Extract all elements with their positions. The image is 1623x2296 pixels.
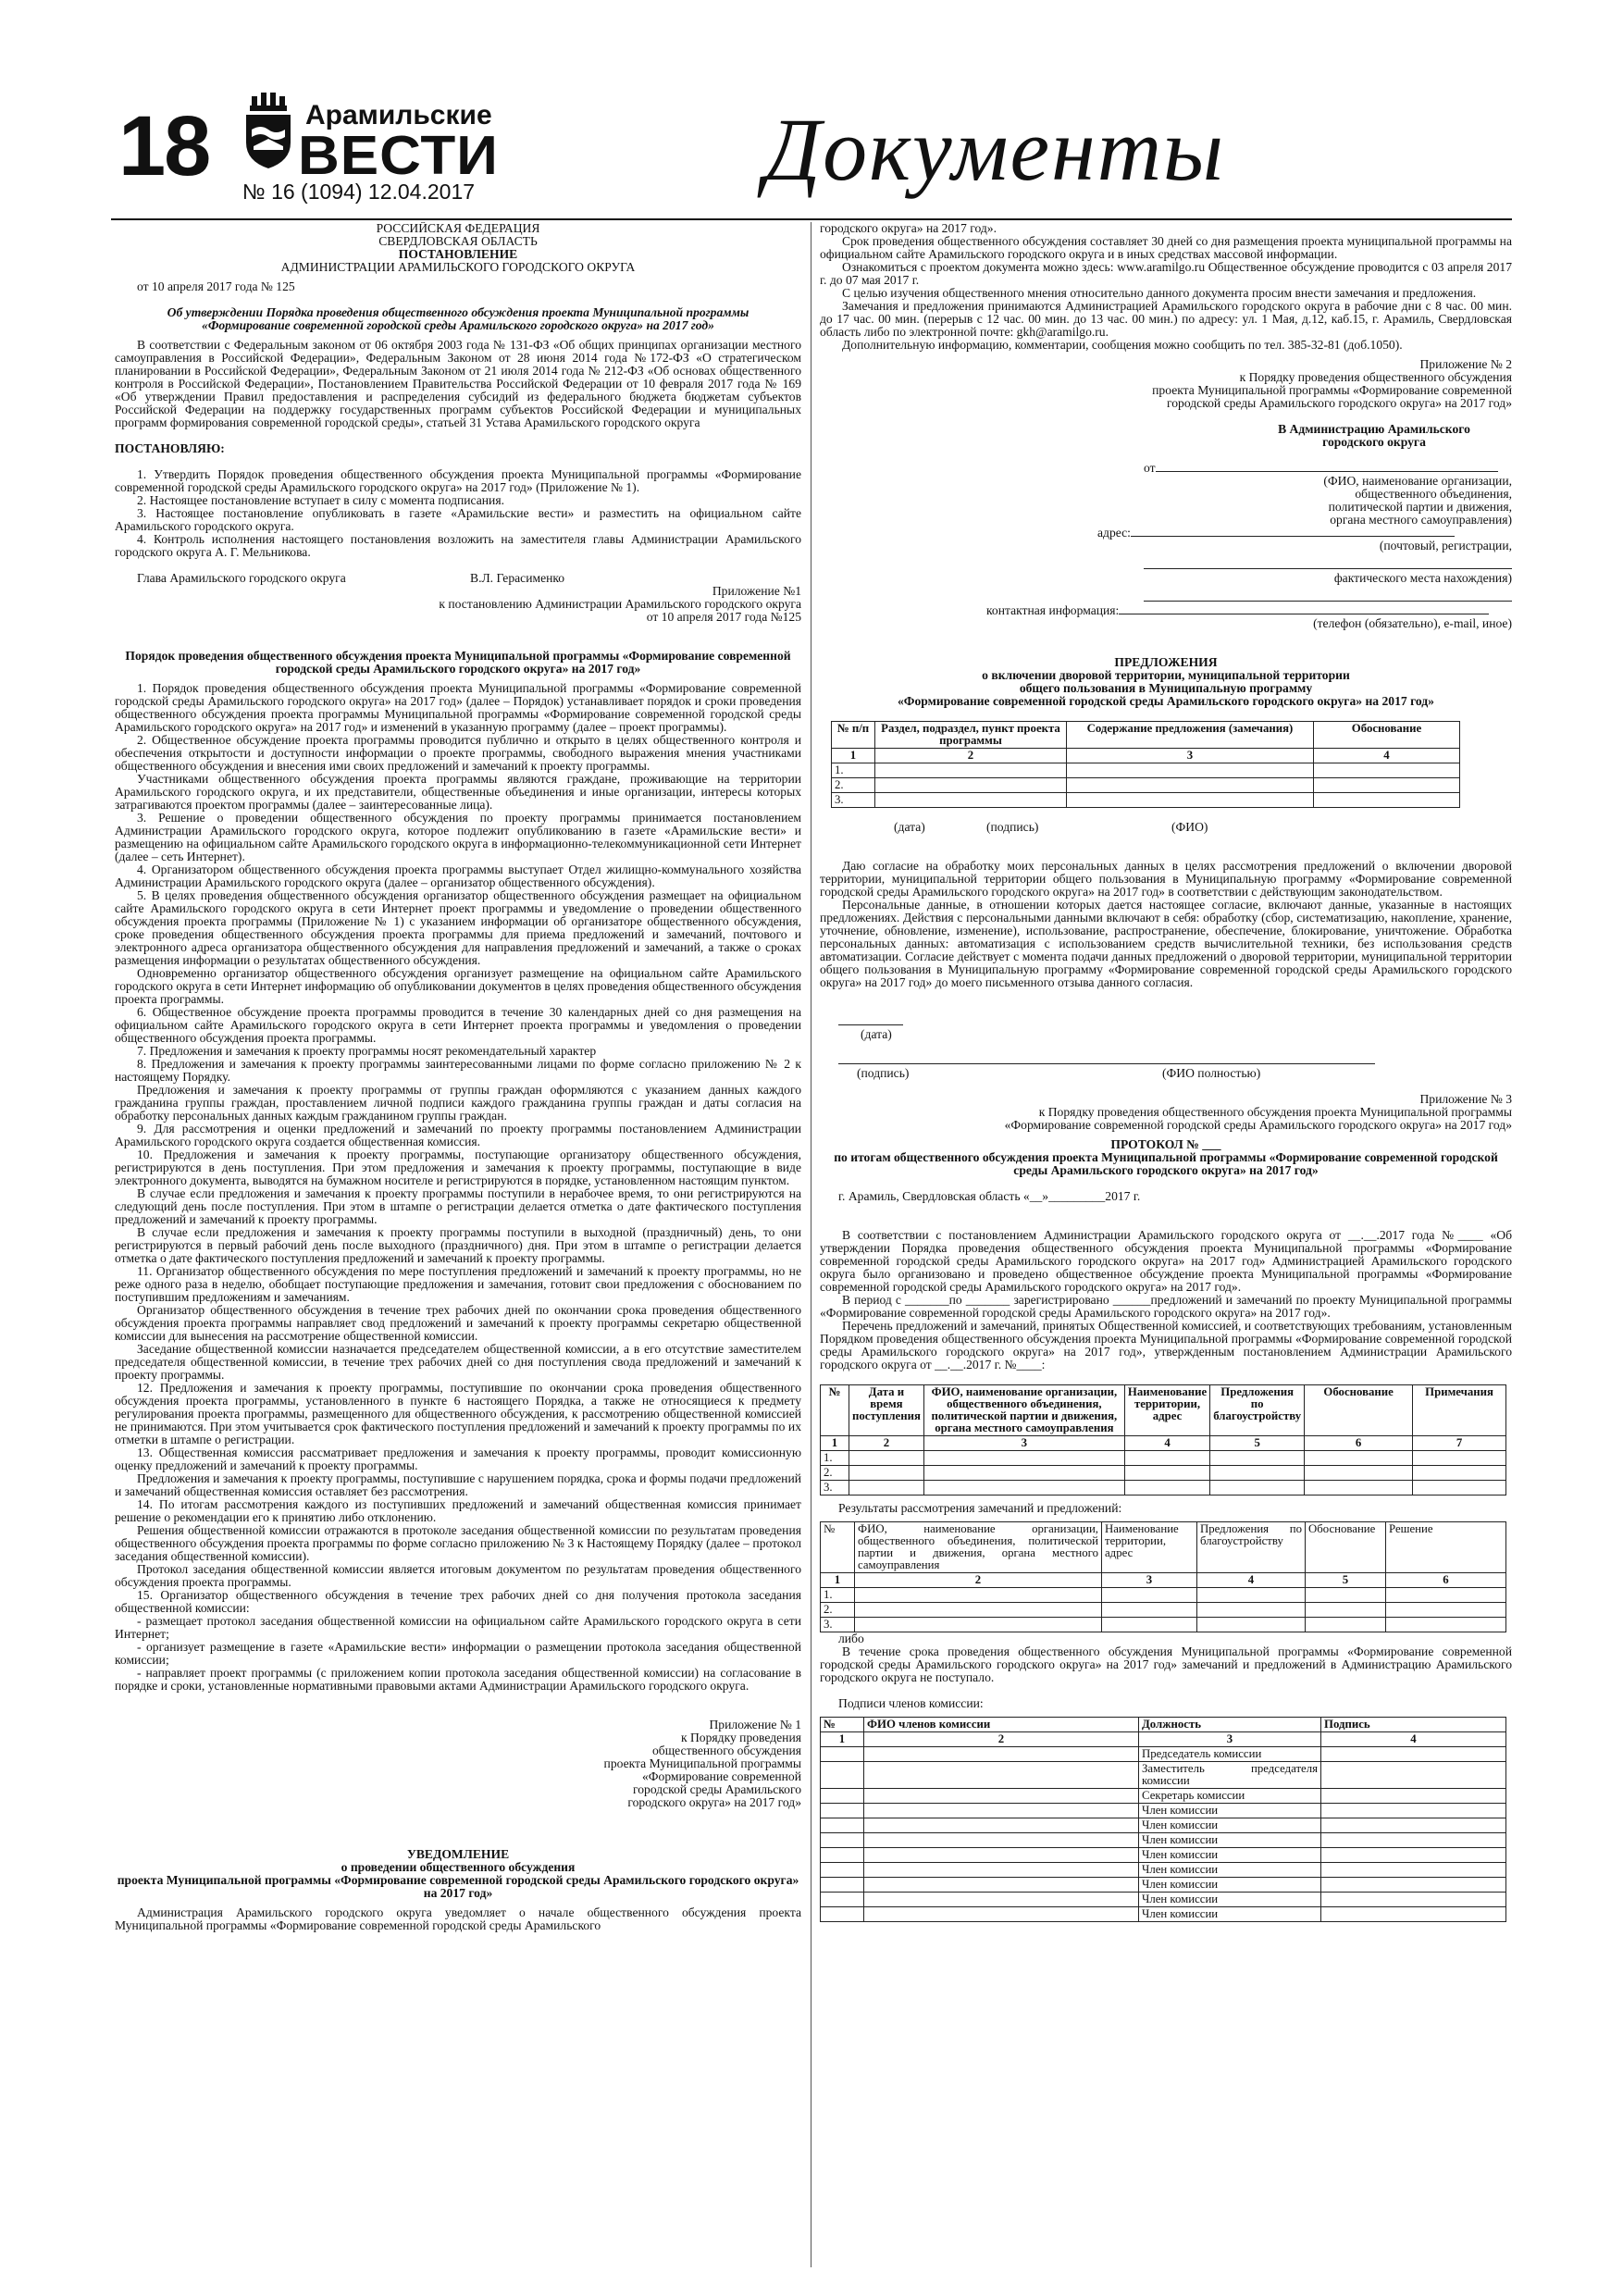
decree-item: 4. Контроль исполнения настоящего постановления возложить на заместителя главы Администрации Арамильского городского округа А. Г. Мельникова. [115, 532, 801, 559]
notice-title-1: УВЕДОМЛЕНИЕ [406, 1847, 510, 1861]
notice-cont: Замечания и предложения принимаются Администрацией Арамильского городского округа в рабочие дни с 8 час. 00 мин. до 17 час. 00 мин. (перерыв с 12 час. 00 мин. до 13 час. 00 мин.) по адресу: ул. 1 Мая, д.12, каб.15, г. Арамиль, Свердловская область либо по электронной почте: gkh@aramilgo.ru. [820, 299, 1512, 339]
th-num: 3 [1139, 1732, 1321, 1747]
form-hint: политической партии и движения, [1328, 500, 1512, 514]
issue-info: № 16 (1094) 12.04.2017 [242, 180, 476, 204]
role-cell: Председатель комиссии [1139, 1747, 1321, 1762]
form-addr-line3 [1144, 601, 1512, 602]
section-title: Документы [764, 100, 1226, 199]
protocol-title: ПРОТОКОЛ № ___ [1110, 1137, 1221, 1151]
proposals-title: о включении дворовой территории, муниципальной территории [982, 668, 1350, 682]
table-row [821, 1603, 1506, 1618]
th: № [821, 1718, 864, 1732]
order-paragraph: Предложения и замечания к проекту программы, поступившие с нарушением порядка, срока и формы подачи предложений и замечаний общественная комиссия оставляет без рассмотрения. [115, 1471, 801, 1498]
th: № п/п [832, 722, 875, 749]
sign2-sig-label: (подпись) [857, 1066, 910, 1080]
form-from-label: от [1144, 461, 1156, 475]
table-row [832, 793, 1460, 808]
th: Предложения по благоустройству [1210, 1385, 1305, 1436]
order-paragraph: 10. Предложения и замечания к проекту программы, поступающие организатору общественного обсуждения, регистрируются в день поступления. При этом предложения и замечания к проекту программы, поступающие в виде электронного документа, выводятся на бумажном носителе и регистрируются в порядке, установленном настоящим пунктом. [115, 1148, 801, 1187]
row-num: 3. [832, 793, 875, 808]
decree-head-2: СВЕРДЛОВСКАЯ ОБЛАСТЬ [378, 234, 538, 248]
order-paragraph: - организует размещение в газете «Арамильские вести» информации о размещении протокола заседания общественной комиссии; [115, 1640, 801, 1667]
th: Содержание предложения (замечания) [1067, 722, 1314, 749]
proposals-title: общего пользования в Муниципальную программу [1019, 681, 1313, 695]
order-paragraph: 6. Общественное обсуждение проекта программы проводится в течение 30 календарных дней со дня размещения на официальном сайте Арамильского городского округа в сети Интернет проекта программы и уведомления о проведении общественного обсуждения проекта программы. [115, 1005, 801, 1045]
order-paragraph: - направляет проект программы (с приложением копии протокола заседания общественной комиссии) на согласование в порядке и сроки, установленные нормативными правовыми актами Администрации Арамильского городского округа. [115, 1666, 801, 1693]
row-num: 2. [832, 778, 875, 793]
role-cell: Член комиссии [1139, 1818, 1321, 1833]
th-num: 6 [1305, 1436, 1413, 1451]
row-num: 1. [821, 1451, 849, 1466]
order-paragraph: В случае если предложения и замечания к проекту программы поступили в выходной (праздничный) день, то они регистрируются в первый рабочий день после выходного (праздничного) дня. При этом в штампе о регистрации делается отметка о дате фактического поступления предложений и замечаний к проекту программы. [115, 1225, 801, 1265]
table-row [821, 1893, 1506, 1907]
notice-title-2: о проведении общественного обсуждения [341, 1860, 576, 1874]
decree-preamble: В соответствии с Федеральным законом от 06 октября 2003 года № 131-ФЗ «Об общих принципах организации местного самоуправления в Российской Федерации», Федеральным Законом от 28 июня 2014 года №172-ФЗ «О стратегическом планировании в Российской Федерации», Федеральным Законом от 21 июля 2014 года № 212-ФЗ «Об основах общественного контроля в Российской Федерации», Постановлением Правительства Российской Федерации от 10 февраля 2017 года № 169 «Об утверждении Правил предоставления и распределения субсидий из федерального бюджета бюджетам субъектов Российской Федерации на поддержку государственных программ субъектов Российской Федерации и муниципальных программ формирования современной городской среды», статьей 31 Устава Арамильского городского округа [115, 338, 801, 429]
th: Обоснование [1314, 722, 1460, 749]
coat-of-arms-icon [242, 93, 294, 170]
form-hint: (почтовый, регистрации, [1379, 539, 1512, 552]
table-row [821, 1618, 1506, 1632]
notice-cont: С целью изучения общественного мнения относительно данного документа просим внести замечания и предложения. [842, 286, 1477, 300]
column-divider [811, 222, 812, 2267]
form-from-line [1156, 471, 1498, 472]
brand-title: ВЕСТИ [298, 125, 499, 187]
proposals-title: «Формирование современной городской среды Арамильского городского округа» на 2017 год» [898, 694, 1434, 708]
th-num: 5 [1210, 1436, 1305, 1451]
order-paragraph: 14. По итогам рассмотрения каждого из поступивших предложений и замечаний общественная комиссия принимает решение о рекомендации его к принятию либо отклонению. [115, 1497, 801, 1524]
commission-signatures-table [820, 1717, 1506, 1922]
th: Предложения по благоустройству [1197, 1522, 1306, 1573]
th: ФИО, наименование организации, общественного объединения, политической партии и движения, органа местного самоуправления [855, 1522, 1102, 1573]
notice-cont: городского округа» на 2017 год». [820, 222, 997, 235]
order-paragraph: 13. Общественная комиссия рассматривает предложения и замечания к проекту программы, проводит комиссионную оценку предложений и замечаний к проекту программы. [115, 1446, 801, 1472]
role-cell: Член комиссии [1139, 1833, 1321, 1848]
table-row [821, 1818, 1506, 1833]
th-num: 4 [1314, 749, 1460, 763]
order-paragraph: Одновременно организатор общественного обсуждения организует размещение на официальном сайте Арамильского городского округа в сети Интернет информацию об опубликовании документов в целях проведения общественного обсуждения проекта программы. [115, 966, 801, 1006]
th-num: 5 [1306, 1573, 1386, 1588]
order-paragraph: 11. Организатор общественного обсуждения по мере поступления предложений и замечаний к проекту программы, но не реже одного раза в неделю, обобщает поступающие предложения и замечания, готовит свои предложения с обоснованием по поступившим предложениям и замечаниям. [115, 1264, 801, 1304]
form-fields [986, 461, 1512, 630]
form-addr-label: адрес: [1097, 526, 1131, 540]
table-row [821, 1466, 1506, 1481]
sign-sig-label: (подпись) [986, 820, 1039, 834]
decree-item: 2. Настоящее постановление вступает в силу с момента подписания. [137, 493, 504, 507]
form-hint: органа местного самоуправления) [1330, 513, 1512, 527]
app1-order-ref: «Формирование современной [642, 1769, 801, 1783]
th: Подпись [1321, 1718, 1506, 1732]
th: Дата и время поступления [849, 1385, 924, 1436]
role-cell: Член комиссии [1139, 1804, 1321, 1818]
signature-role: Глава Арамильского городского округа [137, 571, 346, 585]
proposals-title: ПРЕДЛОЖЕНИЯ [1114, 655, 1218, 669]
th: ФИО членов комиссии [864, 1718, 1139, 1732]
app2-ref: к Порядку проведения общественного обсуждения [1239, 370, 1512, 384]
protocol-table-2 [820, 1521, 1506, 1632]
protocol-subtitle: по итогам общественного обсуждения проекта Муниципальной программы «Формирование современной городской среды Арамильского городского округа» на 2017 год» [834, 1150, 1498, 1177]
row-num: 1. [832, 763, 875, 778]
order-paragraph: Заседание общественной комиссии назначается председателем общественной комиссии, а в его отсутствие заместителем председателя общественной комиссии, в течение трех рабочих дней со дня поступления свода предложений и замечаний к проекту программы. [115, 1342, 801, 1382]
form-hint: (ФИО, наименование организации, [1323, 474, 1512, 488]
th: Наименование территории, адрес [1102, 1522, 1197, 1573]
order-paragraph: Предложения и замечания к проекту программы от группы граждан оформляются с указанием данных каждого гражданина группы граждан, проставлением личной подписи каждого гражданина группы граждан и даты согласия на обработку персональных данных каждым гражданином группы граждан. [115, 1083, 801, 1123]
addressee-line: В Администрацию Арамильского [1278, 422, 1470, 436]
role-cell: Член комиссии [1139, 1848, 1321, 1863]
app2-ref: городской среды Арамильского городского округа» на 2017 год» [1167, 396, 1512, 410]
app1-ref-3: от 10 апреля 2017 года №125 [646, 610, 801, 624]
app1-order-ref: к Порядку проведения [680, 1731, 801, 1744]
protocol-place: г. Арамиль, Свердловская область «__»_________2017 г. [838, 1189, 1141, 1203]
order-paragraph: Протокол заседания общественной комиссии является итоговым документом по результатам проведения общественного обсуждения проекта программы. [115, 1562, 801, 1589]
table-row [821, 1848, 1506, 1863]
row-num: 3. [821, 1618, 855, 1632]
form-hint: фактического места нахождения) [1333, 571, 1512, 585]
th-num: 3 [923, 1436, 1124, 1451]
signature-name: В.Л. Герасименко [470, 571, 565, 585]
th: № [821, 1522, 855, 1573]
order-paragraph: 9. Для рассмотрения и оценки предложений и замечаний по проекту программы постановлением Администрации Арамильского городского округа создается общественная комиссия. [115, 1122, 801, 1148]
decree-resolve: ПОСТАНОВЛЯЮ: [115, 441, 225, 455]
results-label: Результаты рассмотрения замечаний и предложений: [838, 1501, 1122, 1515]
form-addr-line [1131, 536, 1455, 537]
sign2-labels [820, 1067, 1512, 1080]
th-num: 2 [855, 1573, 1102, 1588]
app1-ref-2: к постановлению Администрации Арамильского городского округа [439, 597, 801, 611]
app1-order-ref: городского округа» на 2017 год» [627, 1795, 801, 1809]
proposals-table [831, 721, 1460, 808]
notice-text: Администрация Арамильского городского округа уведомляет о начале общественного обсуждения проекта Муниципальной программы «Формирование современной городской среды Арамильского [115, 1905, 801, 1932]
sign-fio-label: (ФИО) [1171, 820, 1208, 834]
order-paragraph: 3. Решение о проведении общественного обсуждения по проекту программы принимается постановлением Администрации Арамильского городского округа, которое подлежит опубликованию в газете «Арамильские вести» и размещению на официальном сайте Арамильского городского округа в информационно-телекоммуникационной сети Интернет (далее – сеть Интернет). [115, 811, 801, 863]
sign2-fio-label: (ФИО полностью) [1162, 1066, 1261, 1080]
decree-head-1: РОССИЙСКАЯ ФЕДЕРАЦИЯ [376, 222, 540, 235]
protocol-text: В соответствии с постановлением Администрации Арамильского городского округа от __.__.2017 года №____ «Об утверждении Порядка проведения общественного обсуждения проекта Муниципальной программы «Формирование современной городской среды Арамильского городского округа» на 2017 год» Администрацией Арамильского городского округа было организовано и проведено общественное обсуждение проекта Муниципальной программы «Формирование современной городской среды Арамильского городского округа» на 2017 год». [820, 1228, 1512, 1294]
table-row [821, 1451, 1506, 1466]
order-paragraph: 8. Предложения и замечания к проекту программы заинтересованными лицами по форме согласно приложению № 2 к настоящему Порядку. [115, 1057, 801, 1084]
th: Примечания [1413, 1385, 1506, 1436]
table-row [821, 1863, 1506, 1878]
table-row [821, 1747, 1506, 1762]
app1-order-ref: проекта Муниципальной программы [603, 1756, 801, 1770]
app2-ref: проекта Муниципальной программы «Формирование современной [1152, 383, 1512, 397]
decree-head-3: ПОСТАНОВЛЕНИЕ [398, 247, 518, 261]
app1-order-ref: городской среды Арамильского [633, 1782, 801, 1796]
order-paragraph: В случае если предложения и замечания к проекту программы поступили в нерабочее время, то они регистрируются на следующий день после поступления. При этом в штампе о регистрации делается отметка о дате фактического поступления предложений и замечаний к проекту программы. [115, 1186, 801, 1226]
order-paragraph: Участниками общественного обсуждения проекта программы являются граждане, проживающие на территории Арамильского городского округа, и их представители, общественные объединения и иные организации, интересы которых затрагиваются проектом программы (далее – заинтересованные лица). [115, 772, 801, 812]
decree-head-4: АДМИНИСТРАЦИИ АРАМИЛЬСКОГО ГОРОДСКОГО ОКРУГА [280, 260, 636, 274]
app3-ref: Приложение № 3 [1419, 1092, 1512, 1106]
consent-text: Персональные данные, в отношении которых дается настоящее согласие, включают данные, указанные в настоящих предложениях. Действия с персональными данными включают в себя: обработку (сбор, систематизацию, накопление, хранение, уточнение, обновление, изменение), использование, распространение, обеспечение, блокирование, уничтожение. Обработка персональных данных: автоматизация с использованием средств вычислительной техники, без использования средств автоматизации. Согласие действует с момента подачи данных предложений о дворовой территории, муниципальной территории общего пользования в Муниципальную программу «Формирование современной городской среды Арамильского городского округа» на 2017 год» до моего письменного отзыва данного согласия. [820, 898, 1512, 989]
table-row [821, 1789, 1506, 1804]
order-paragraph: - размещает протокол заседания общественной комиссии на официальном сайте Арамильского городского округа в сети Интернет; [115, 1614, 801, 1641]
th-num: 3 [1102, 1573, 1197, 1588]
protocol-text: В период с _______по _______ зарегистрировано ______предложений и замечаний по проекту Муниципальной программы «Формирование современной городской среды Арамильского городского округа» на 2017 год». [820, 1293, 1512, 1320]
order-paragraph: 7. Предложения и замечания к проекту программы носят рекомендательный характер [137, 1044, 597, 1058]
left-column [115, 222, 801, 2267]
th-num: 2 [864, 1732, 1139, 1747]
th-num: 1 [821, 1436, 849, 1451]
th: Должность [1139, 1718, 1321, 1732]
table-row [832, 778, 1460, 793]
notice-title-3: проекта Муниципальной программы «Формирование современной городской среды Арамильского городского округа» на 2017 год» [117, 1873, 799, 1900]
th: Раздел, подраздел, пункт проекта программы [875, 722, 1067, 749]
role-cell: Секретарь комиссии [1139, 1789, 1321, 1804]
role-cell: Член комиссии [1139, 1863, 1321, 1878]
app1-order-ref: общественного обсуждения [651, 1744, 801, 1757]
app3-ref: к Порядку проведения общественного обсуждения проекта Муниципальной программы [1038, 1105, 1512, 1119]
order-paragraph: 5. В целях проведения общественного обсуждения организатор общественного обсуждения размещает на официальном сайте Арамильского городского округа в сети Интернет проект программы и уведомление о проведении общественного обсуждения проекта программы (Приложение № 1) с указанием информации об организаторе общественного обсуждения, сроке проведения общественного обсуждения проекта программы для приема предложений и замечаний, почтового и электронного адреса организатора общественного обсуждения для направления предложений и замечаний, а также о сроках размещения информации о результатах общественного обсуждения. [115, 888, 801, 967]
th-num: 2 [875, 749, 1067, 763]
th-num: 2 [849, 1436, 924, 1451]
order-paragraph: 1. Порядок проведения общественного обсуждения проекта Муниципальной программы «Формирование современной городской среды Арамильского городского округа» на 2017 год» (далее – Порядок) устанавливает порядок и сроки проведения общественного обсуждения проекта программы Муниципальной программы «Формирование современной городской среды Арамильского городского округа» на 2017 год» и изменений в указанную программу (далее – проект программы). [115, 681, 801, 734]
decree-signature [115, 572, 801, 585]
form-contact-label: контактная информация: [986, 603, 1120, 617]
form-addressee [1236, 423, 1512, 449]
table-row [821, 1833, 1506, 1848]
sign-date-label: (дата) [894, 820, 925, 834]
masthead [0, 0, 1623, 231]
order-paragraph: 2. Общественное обсуждение проекта программы проводится публично и открыто в целях общественного контроля и обеспечения открытости и доступности информации о проекте программы, свободного выражения мнения участниками общественного обсуждения и внесения ими своих предложений и замечаний к проекту программы. [115, 733, 801, 773]
table-row [821, 1762, 1506, 1789]
form-hint: (телефон (обязательно), e-mail, иное) [1313, 616, 1512, 630]
row-num: 1. [821, 1588, 855, 1603]
th: № [821, 1385, 849, 1436]
decree-item: 1. Утвердить Порядок проведения общественного обсуждения проекта Муниципальной программы «Формирование современной городской среды Арамильского городского округа» на 2017 год» (Приложение № 1). [115, 467, 801, 494]
th: Обоснование [1306, 1522, 1386, 1573]
th-num: 4 [1197, 1573, 1306, 1588]
role-cell: Член комиссии [1139, 1878, 1321, 1893]
order-paragraph: 12. Предложения и замечания к проекту программы, поступившие по окончании срока проведения общественного обсуждения проекта программы, установленного в пункте 6 настоящего Порядка, а также не относящиеся к предмету регулирования проекта программы, размещенного для общественного обсуждения, к рассмотрению общественной комиссией не принимаются. При этом учитывается срок фактического поступления предложений и замечаний к проекту программы по их отметки в штампе о регистрации. [115, 1381, 801, 1446]
role-cell: Член комиссии [1139, 1893, 1321, 1907]
th: ФИО, наименование организации, общественного объединения, политической партии и движения, органа местного самоуправления [923, 1385, 1124, 1436]
brand-small: Арамильские [305, 100, 492, 130]
table-row [821, 1878, 1506, 1893]
th-num: 4 [1124, 1436, 1209, 1451]
decree-item: 3. Настоящее постановление опубликовать в газете «Арамильские вести» и разместить на официальном сайте Арамильского городского округа. [115, 506, 801, 533]
table-row [821, 1804, 1506, 1818]
order-text [115, 682, 801, 1693]
sign2-line [838, 1063, 1375, 1064]
th-num: 4 [1321, 1732, 1506, 1747]
protocol-text: Перечень предложений и замечаний, принятых Общественной комиссией, и соответствующих требованиям, установленным Порядком проведения общественного обсуждения проекта Муниципальной программы «Формирование современной городской среды Арамильского городского округа» на 2017 год», утвержденным постановлением Администрации Арамильского городского округа от __.__.2017 г. №____: [820, 1319, 1512, 1371]
protocol-table-1 [820, 1384, 1506, 1496]
th-num: 3 [1067, 749, 1314, 763]
row-num: 3. [821, 1481, 849, 1496]
th-num: 6 [1386, 1573, 1506, 1588]
role-cell: Член комиссии [1139, 1907, 1321, 1922]
order-paragraph: Решения общественной комиссии отражаются в протоколе заседания общественной комиссии по результатам проведения общественного обсуждения проекта программы по форме согласно приложению № 3 к Настоящему Порядку (далее – протокол заседания общественной комиссии). [115, 1523, 801, 1563]
app3-ref: «Формирование современной городской среды Арамильского городского округа» на 2017 год» [1004, 1118, 1512, 1132]
app1-order-ref: Приложение № 1 [709, 1718, 801, 1731]
right-column [820, 222, 1512, 2267]
sign2-date-line [838, 1024, 903, 1025]
addressee-line: городского округа [1322, 435, 1426, 449]
th: Решение [1386, 1522, 1506, 1573]
sign2-date-label: (дата) [861, 1027, 892, 1041]
table-row [821, 1481, 1506, 1496]
signatures-label: Подписи членов комиссии: [838, 1696, 984, 1710]
none-text: В течение срока проведения общественного обсуждения Муниципальной программы «Формирование современной городской среды Арамильского городского округа» на 2017 год» замечаний и предложений в Администрацию Арамильского городского округа не поступало. [820, 1644, 1512, 1684]
header-rule [111, 218, 1512, 220]
proposal-signature-row [820, 821, 1512, 834]
th: Обоснование [1305, 1385, 1413, 1436]
th-num: 1 [821, 1573, 855, 1588]
th: Наименование территории, адрес [1124, 1385, 1209, 1436]
row-num: 2. [821, 1466, 849, 1481]
table-row [821, 1907, 1506, 1922]
either-label: либо [838, 1632, 864, 1645]
decree-date: от 10 апреля 2017 года № 125 [137, 279, 295, 293]
row-num: 2. [821, 1603, 855, 1618]
order-paragraph: 15. Организатор общественного обсуждения в течение трех рабочих дней со дня получения протокола заседания общественной комиссии: [115, 1588, 801, 1615]
notice-cont: Ознакомиться с проектом документа можно здесь: www.aramilgo.ru Общественное обсуждение проводится с 03 апреля 2017 г. до 07 мая 2017 г. [820, 260, 1512, 287]
notice-cont: Срок проведения общественного обсуждения составляет 30 дней со дня размещения проекта муниципальной программы на официальном сайте Арамильского городского округа и в иных средствах массовой информации. [820, 234, 1512, 261]
form-addr-line2 [1144, 568, 1512, 569]
page-number: 18 [118, 99, 210, 193]
th-num: 7 [1413, 1436, 1506, 1451]
table-row [821, 1588, 1506, 1603]
notice-cont: Дополнительную информацию, комментарии, сообщения можно сообщить по тел. 385-32-81 (доб.1050). [842, 338, 1403, 352]
th-num: 1 [832, 749, 875, 763]
decree-title: Об утверждении Порядка проведения общественного обсуждения проекта Муниципальной программы «Формирование современной городской среды Арамильского городского округа» на 2017 год» [167, 305, 750, 332]
app1-ref-1: Приложение №1 [712, 584, 801, 598]
order-paragraph: Организатор общественного обсуждения в течение трех рабочих дней по окончании срока проведения общественного обсуждения проекта программы направляет свод предложений и замечаний к проекту программы секретарю общественной комиссии для вынесения на рассмотрение общественной комиссии. [115, 1303, 801, 1343]
app2-ref: Приложение № 2 [1419, 357, 1512, 371]
role-cell: Заместитель председателя комиссии [1139, 1762, 1321, 1789]
order-paragraph: 4. Организатором общественного обсуждения проекта программы выступает Отдел жилищно-коммунального хозяйства Администрации Арамильского городского округа (далее – организатор общественного обсуждения). [115, 863, 801, 889]
form-hint: общественного объединения, [1355, 487, 1512, 501]
table-row [832, 763, 1460, 778]
th-num: 1 [821, 1732, 864, 1747]
consent-text: Даю согласие на обработку моих персональных данных в целях рассмотрения предложений о включении дворовой территории, муниципальной территории общего пользования в Муниципальную программу «Формирование современной городской среды Арамильского городского округа» на 2017 год» в соответствии с действующим законодательством. [820, 859, 1512, 899]
order-title: Порядок проведения общественного обсуждения проекта Муниципальной программы «Формирование современной городской среды Арамильского городского округа» на 2017 год» [125, 649, 791, 676]
